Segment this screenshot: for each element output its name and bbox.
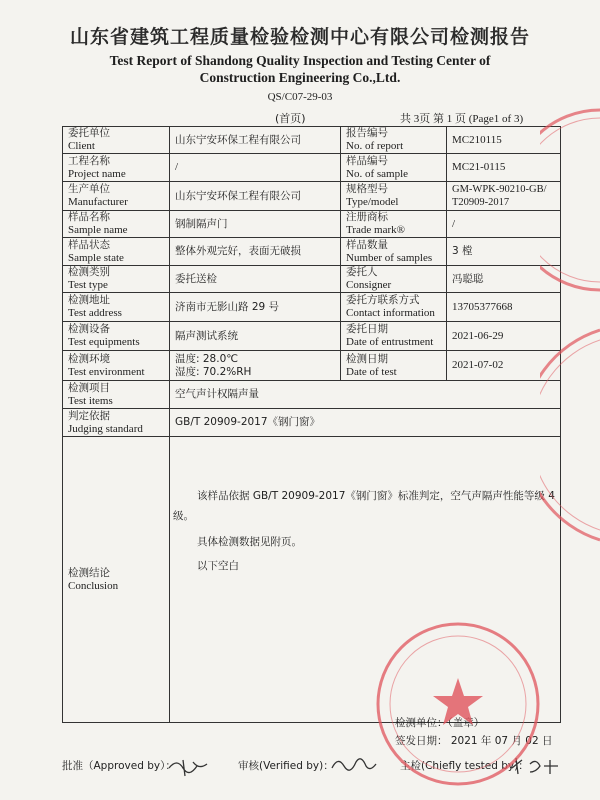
value-cell: 整体外观完好，表面无破损	[170, 238, 341, 266]
table-row	[63, 266, 561, 293]
label-en: Date of entrustment	[346, 336, 434, 348]
table-row	[63, 211, 561, 238]
value-cell: 3 樘	[447, 238, 561, 266]
label-cn: 委托日期	[346, 323, 388, 335]
approved-by-label: 批准（Approved by）：	[62, 760, 176, 772]
label-cell	[63, 409, 170, 437]
label-en: Type/model	[346, 196, 399, 208]
label-cn: 样品状态	[68, 238, 110, 251]
label-cell	[63, 238, 170, 266]
table-row	[63, 293, 561, 322]
humidity-value: 湿度: 70.2%RH	[175, 365, 252, 378]
table-row	[63, 182, 561, 211]
label-en: Sample state	[68, 251, 124, 264]
label-en: Test items	[68, 394, 113, 407]
label-cell	[341, 322, 447, 351]
label-cn: 注册商标	[346, 211, 388, 223]
value-cell: 委托送检	[170, 266, 341, 293]
label-en: Manufacturer	[68, 196, 128, 208]
label-cn: 样品名称	[68, 211, 110, 223]
label-en: Contact information	[346, 307, 435, 319]
label-en: Conclusion	[68, 579, 119, 592]
label-cell	[63, 182, 170, 211]
label-cn: 检测项目	[68, 381, 110, 394]
label-cell	[341, 293, 447, 322]
report-title-en-line1: Test Report of Shandong Quality Inspection and Testing Center of	[109, 53, 491, 68]
tested-by-label: 主检(Chiefly tested by)：	[400, 760, 529, 772]
label-en: Sample name	[68, 224, 128, 236]
conclusion-statement: 该样品依据 GB/T 20909-2017《钢门窗》标准判定，空气声隔声性能等级 4 级。	[173, 490, 555, 522]
value-cell: MC210115	[447, 127, 561, 154]
label-cell	[63, 351, 170, 381]
issue-date: 签发日期： 2021 年 07 月 02 日	[395, 735, 553, 747]
testing-unit-seal: 检测单位：（盖章）	[395, 717, 485, 729]
document-number: QS/C07-29-03	[267, 91, 333, 103]
table-row	[63, 238, 561, 266]
value-cell: 山东宁安环保工程有限公司	[170, 182, 341, 211]
label-cell	[341, 266, 447, 293]
label-cell	[341, 127, 447, 154]
report-title-cn: 山东省建筑工程质量检验检测中心有限公司检测报告	[69, 26, 530, 48]
label-cn: 委托单位	[68, 127, 110, 139]
value-cell: GM-WPK-90210-GB/ T20909-2017	[447, 182, 561, 211]
label-cell	[341, 238, 447, 266]
label-cell	[63, 381, 170, 409]
label-cn: 检测日期	[346, 352, 388, 365]
conclusion-data-note: 具体检测数据见附页。	[197, 536, 302, 548]
label-cn: 报告编号	[346, 127, 388, 139]
value-cell: 冯聪聪	[447, 266, 561, 293]
temperature-value: 温度: 28.0℃	[175, 352, 239, 365]
label-en: No. of report	[346, 140, 404, 152]
table-row	[63, 127, 561, 154]
table-row	[63, 154, 561, 182]
label-cn: 检测结论	[68, 566, 110, 579]
label-en: Project name	[68, 167, 126, 180]
label-cn: 检测设备	[68, 323, 110, 335]
label-cn: 委托人	[346, 266, 378, 278]
label-cn: 检测环境	[68, 352, 110, 365]
value-cell: 山东宁安环保工程有限公司	[170, 127, 341, 154]
judging-standard-value: GB/T 20909-2017《钢门窗》	[170, 409, 561, 437]
label-cell	[63, 127, 170, 154]
approved-signature	[165, 754, 215, 782]
label-en: Test equipments	[68, 336, 140, 348]
value-cell: /	[170, 154, 341, 182]
value-cell: 钢制隔声门	[170, 211, 341, 238]
value-cell: MC21-0115	[447, 154, 561, 182]
label-en: Consigner	[346, 279, 392, 291]
label-cell	[341, 211, 447, 238]
label-cell	[63, 293, 170, 322]
table-row	[63, 322, 561, 351]
label-en: Test type	[68, 279, 108, 291]
page-count: 共 3页 第 1 页 (Page1 of 3)	[400, 113, 524, 125]
label-cell	[63, 266, 170, 293]
label-en: Test environment	[68, 365, 145, 378]
label-en: Number of samples	[346, 251, 433, 264]
value-cell	[170, 351, 341, 381]
official-seal-icon	[372, 618, 544, 790]
first-page-label: (首页)	[275, 112, 306, 125]
label-en: Trade mark®	[346, 224, 405, 236]
label-cell	[341, 351, 447, 381]
label-en: No. of sample	[346, 167, 409, 180]
paging-seal-icon	[540, 100, 600, 660]
report-title-en-line2: Construction Engineering Co.,Ltd.	[199, 70, 401, 85]
label-cn: 判定依据	[68, 409, 110, 422]
value-cell: /	[447, 211, 561, 238]
label-en: Judging standard	[68, 422, 143, 435]
value-cell: 济南市无影山路 29 号	[170, 293, 341, 322]
label-cell	[341, 154, 447, 182]
label-cell	[341, 182, 447, 211]
label-en: Client	[68, 140, 95, 152]
label-cn: 检测类别	[68, 266, 110, 278]
label-cn: 检测地址	[68, 294, 110, 306]
label-en: Test address	[68, 307, 122, 319]
label-cell	[63, 322, 170, 351]
verified-by-label: 审核(Verified by)：	[238, 760, 334, 772]
label-en: Date of test	[346, 365, 397, 378]
table-row	[63, 351, 561, 381]
label-cn: 委托方联系方式	[346, 294, 420, 306]
label-cn: 样品数量	[346, 238, 388, 251]
table-row	[63, 381, 561, 409]
value-cell: 13705377668	[447, 293, 561, 322]
label-cn: 生产单位	[68, 183, 110, 195]
label-cn: 样品编号	[346, 154, 388, 167]
conclusion-text	[173, 486, 558, 576]
label-cn: 规格型号	[346, 183, 388, 195]
label-cn: 工程名称	[68, 154, 110, 167]
label-cell	[63, 211, 170, 238]
value-cell: 隔声测试系统	[170, 322, 341, 351]
conclusion-blank-note: 以下空白	[197, 560, 239, 572]
value-cell: 2021-07-02	[447, 351, 561, 381]
table-row	[63, 409, 561, 437]
label-cell	[63, 437, 170, 723]
test-items-value: 空气声计权隔声量	[170, 381, 561, 409]
label-cell	[63, 154, 170, 182]
value-cell: 2021-06-29	[447, 322, 561, 351]
